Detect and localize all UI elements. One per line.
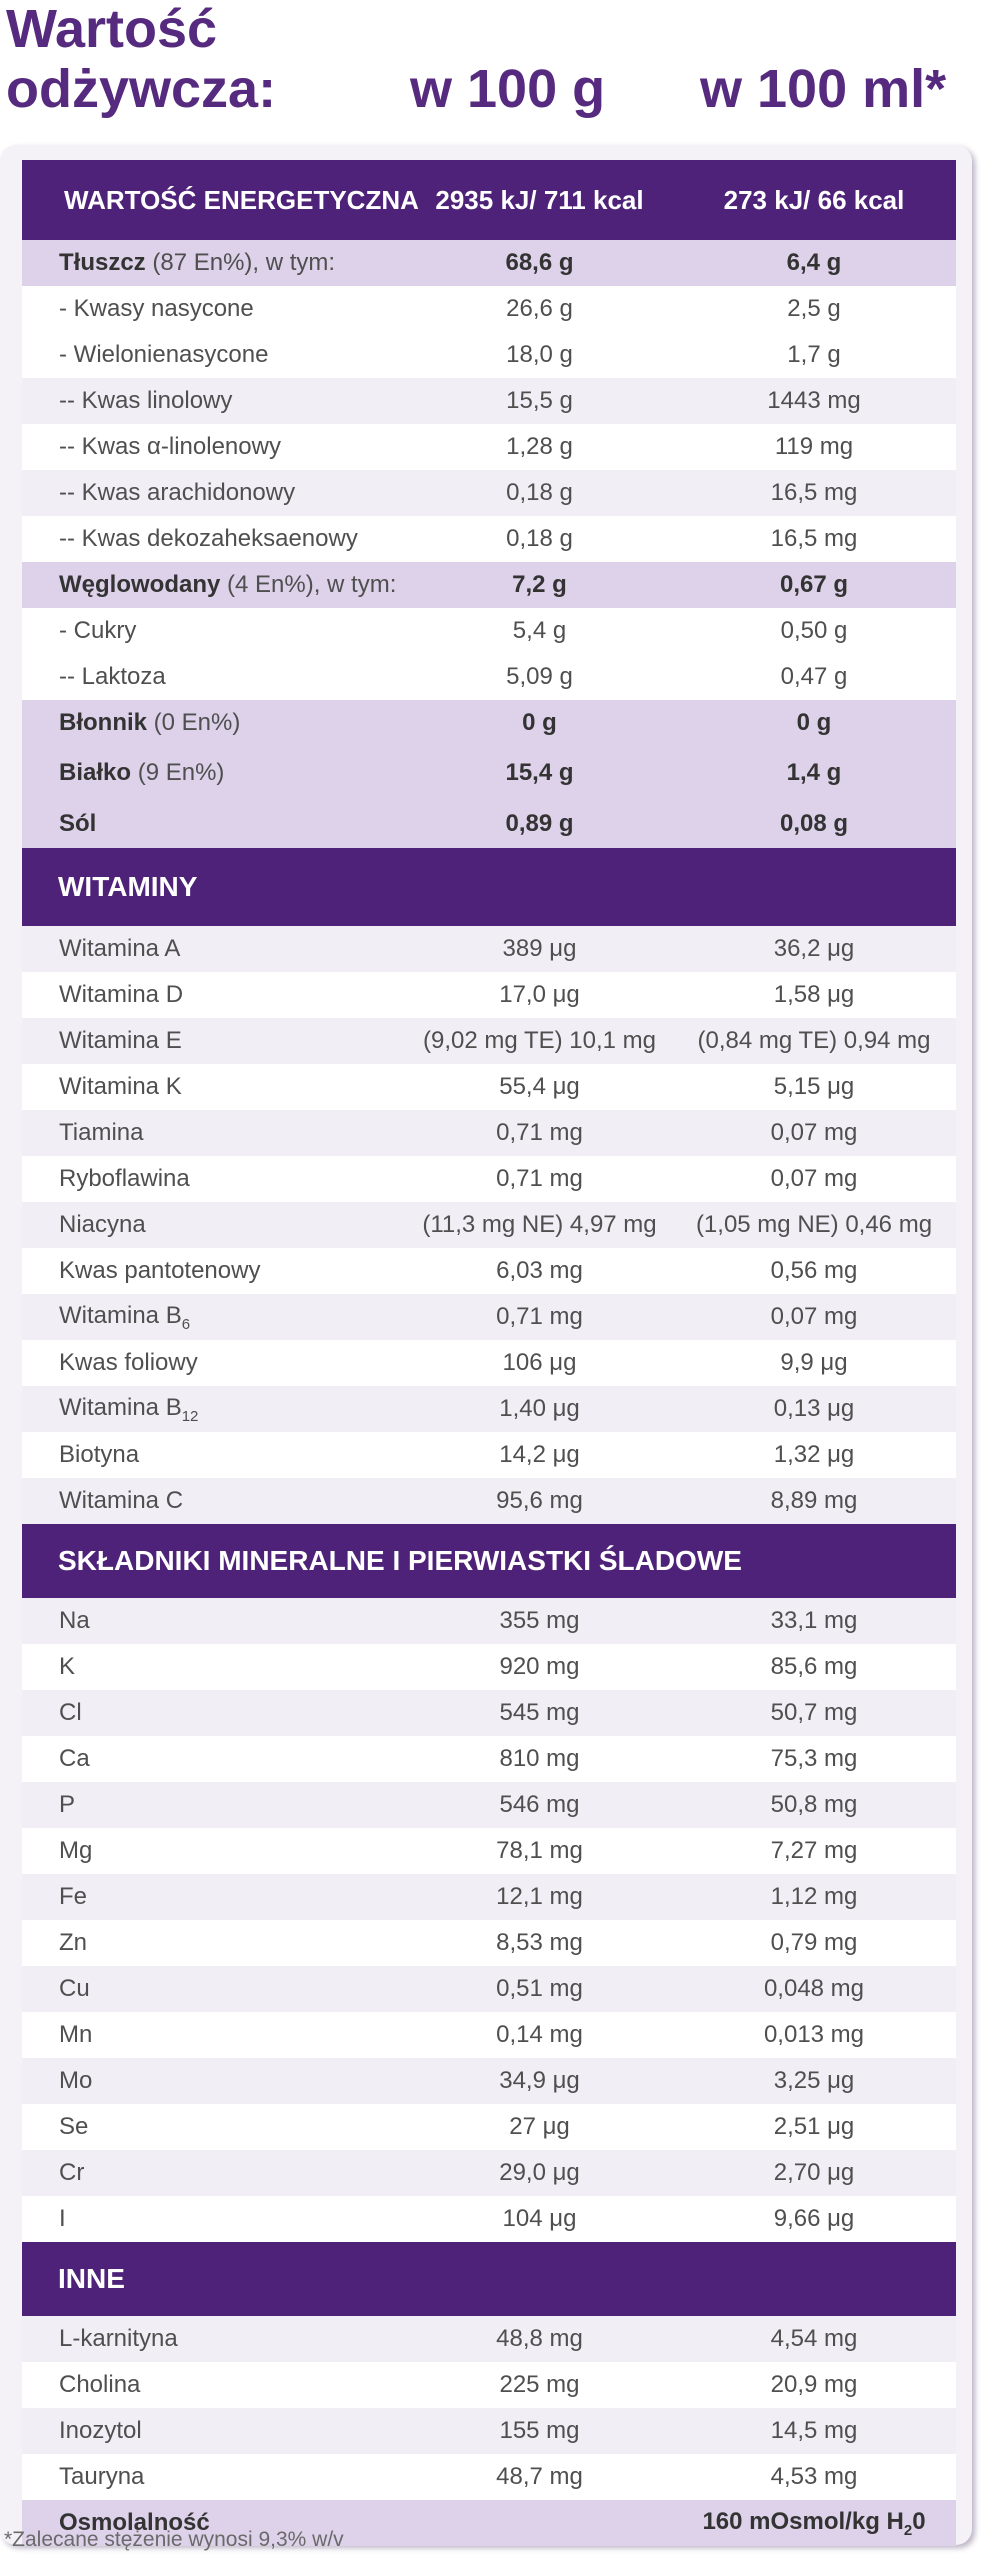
mineral-row-label — [22, 2021, 407, 2049]
vitamin-row-label — [22, 1487, 407, 1515]
osmolality-label: Osmolalność — [59, 2509, 210, 2536]
macro-row-label-rest: - Wielonienasycone — [59, 341, 269, 368]
osmolality-value — [672, 2508, 956, 2539]
other-row-value-100ml: 14,5 mg — [770, 2417, 858, 2444]
mineral-row-label — [22, 1837, 407, 1865]
vitamin-row-name: Tiamina — [59, 1119, 144, 1146]
vitamin-row-value-100ml: 0,07 mg — [770, 1303, 858, 1330]
mineral-row — [22, 1874, 956, 1920]
mineral-row-value-100g: 34,9 μg — [499, 2067, 580, 2094]
macro-row-value-100g: 0,18 g — [506, 479, 573, 506]
vitamin-row-value-100g: 389 μg — [502, 935, 577, 962]
mineral-row-label — [22, 1929, 407, 1957]
macro-row — [22, 608, 956, 654]
macro-row-value-100ml: 0,67 g — [779, 571, 849, 598]
other-row-name: Inozytol — [59, 2417, 142, 2444]
macro-row-label-rest: - Kwasy nasycone — [59, 295, 254, 322]
macro-row-label-bold: Sól — [59, 810, 97, 837]
macro-row — [22, 240, 956, 286]
macro-row-label — [22, 249, 407, 277]
mineral-row-value-100ml: 75,3 mg — [770, 1745, 858, 1772]
vitamin-row-value-100ml: 8,89 mg — [770, 1487, 858, 1514]
vitamin-row — [22, 1248, 956, 1294]
macro-row-label — [22, 295, 407, 323]
vitamins-section — [22, 926, 956, 1524]
mineral-row — [22, 1736, 956, 1782]
other-row-value-100ml: 4,54 mg — [770, 2325, 858, 2352]
mineral-row-label — [22, 2159, 407, 2187]
macro-row-value-100ml: 0,08 g — [779, 810, 849, 837]
macro-row-label-rest: (9 En%) — [131, 759, 225, 786]
macro-row — [22, 562, 956, 608]
osmolality-value-main: 160 mOsmol/kg H — [702, 2507, 904, 2535]
vitamin-row-value-100g: 0,71 mg — [496, 1303, 583, 1330]
macro-row-label — [22, 663, 407, 691]
mineral-row-value-100g: 0,51 mg — [496, 1975, 583, 2002]
vitamin-row-value-100g: 17,0 μg — [499, 981, 580, 1008]
mineral-row-value-100g: 0,14 mg — [496, 2021, 583, 2048]
mineral-row — [22, 1920, 956, 1966]
vitamin-row-name: Kwas pantotenowy — [59, 1257, 261, 1284]
mineral-row — [22, 2104, 956, 2150]
vitamin-row-value-100g: (11,3 mg NE) 4,97 mg — [422, 1211, 657, 1238]
vitamin-row — [22, 1156, 956, 1202]
macro-row-value-100ml: 16,5 mg — [770, 479, 858, 506]
vitamin-row-value-100g: 0,71 mg — [496, 1165, 583, 1192]
macro-row-value-100g: 0,89 g — [505, 810, 574, 837]
mineral-row-label — [22, 1975, 407, 2003]
mineral-row-label — [22, 2067, 407, 2095]
vitamin-row-label — [22, 1394, 407, 1425]
macros-section — [22, 240, 956, 848]
macro-row-label-bold: Błonnik — [59, 709, 147, 736]
vitamin-row-label — [22, 1165, 407, 1193]
macro-row-value-100g: 0,18 g — [506, 525, 573, 552]
macro-row-label — [22, 810, 407, 838]
osmolality-value-end: 0 — [912, 2507, 926, 2535]
macro-row — [22, 378, 956, 424]
other-row-value-100ml: 20,9 mg — [770, 2371, 858, 2398]
macro-row-value-100g: 15,5 g — [506, 387, 573, 414]
vitamin-row-label — [22, 981, 407, 1009]
macro-row — [22, 516, 956, 562]
mineral-row-value-100ml: 7,27 mg — [770, 1837, 858, 1864]
other-row-name: L-karnityna — [59, 2325, 178, 2352]
vitamin-row-value-100ml: 0,13 μg — [773, 1395, 855, 1422]
macro-row-label — [22, 759, 407, 787]
vitamin-row-value-100g: 106 μg — [502, 1349, 577, 1376]
macro-row-label — [22, 571, 407, 599]
mineral-row-label — [22, 1653, 407, 1681]
mineral-row-value-100g: 920 mg — [499, 1653, 580, 1680]
vitamin-row-value-100ml: 0,56 mg — [770, 1257, 858, 1284]
macro-row-value-100ml: 1443 mg — [767, 387, 861, 414]
vitamin-row-value-100ml: (1,05 mg NE) 0,46 mg — [695, 1211, 933, 1238]
mineral-row-name: Na — [59, 1607, 90, 1634]
mineral-row — [22, 2150, 956, 2196]
vitamin-row — [22, 1110, 956, 1156]
mineral-row — [22, 1644, 956, 1690]
mineral-row — [22, 2012, 956, 2058]
other-row-value-100g: 48,8 mg — [496, 2325, 583, 2352]
macro-row-label — [22, 525, 407, 553]
mineral-row-label — [22, 2113, 407, 2141]
vitamin-row-value-100g: 0,71 mg — [496, 1119, 583, 1146]
other-row-name: Cholina — [59, 2371, 141, 2398]
mineral-row-value-100ml: 50,7 mg — [770, 1699, 858, 1726]
macro-row-value-100g: 5,09 g — [506, 663, 573, 690]
vitamin-row-value-100ml: 0,07 mg — [770, 1165, 858, 1192]
vitamin-row-name: Witamina B — [59, 1393, 182, 1421]
mineral-row-value-100g: 355 mg — [499, 1607, 580, 1634]
mineral-row-value-100ml: 0,048 mg — [763, 1975, 865, 2002]
vitamin-row-value-100ml: 1,58 μg — [773, 981, 855, 1008]
heading-line-2: odżywcza: — [6, 59, 277, 119]
macro-row-label-rest: -- Kwas α-linolenowy — [59, 433, 281, 460]
other-section-header — [22, 2242, 956, 2316]
macro-row — [22, 746, 956, 800]
mineral-row-name: Se — [59, 2113, 89, 2140]
mineral-row-value-100g: 8,53 mg — [496, 1929, 583, 1956]
other-section — [22, 2316, 956, 2500]
macro-row-label — [22, 709, 407, 737]
mineral-row-value-100g: 12,1 mg — [496, 1883, 583, 1910]
macro-row-value-100ml: 1,7 g — [787, 341, 841, 368]
mineral-row-label — [22, 1607, 407, 1635]
macro-row-label — [22, 433, 407, 461]
macro-row-label-rest: -- Kwas linolowy — [59, 387, 233, 414]
vitamin-row — [22, 926, 956, 972]
macro-row — [22, 654, 956, 700]
mineral-row-value-100ml: 9,66 μg — [773, 2205, 855, 2232]
vitamin-row-label — [22, 1349, 407, 1377]
vitamin-row-name: Witamina B — [59, 1301, 182, 1329]
mineral-row-value-100ml: 3,25 μg — [773, 2067, 855, 2094]
macro-row-label — [22, 479, 407, 507]
vitamin-row-name: Witamina A — [59, 935, 181, 962]
vitamin-row — [22, 1018, 956, 1064]
vitamin-row-value-100ml: 5,15 μg — [773, 1073, 855, 1100]
mineral-row — [22, 1690, 956, 1736]
minerals-section — [22, 1598, 956, 2242]
macro-row-label-bold: Węglowodany — [59, 571, 221, 598]
other-row — [22, 2316, 956, 2362]
vitamin-row-value-100ml: 1,32 μg — [773, 1441, 855, 1468]
vitamin-row — [22, 1340, 956, 1386]
macro-row-label-bold: Białko — [59, 759, 132, 786]
mineral-row-value-100ml: 0,79 mg — [770, 1929, 858, 1956]
vitamin-row-value-100ml: 36,2 μg — [773, 935, 855, 962]
other-row-label — [22, 2371, 407, 2399]
macro-row — [22, 332, 956, 378]
mineral-row-label — [22, 1699, 407, 1727]
other-row-value-100g: 48,7 mg — [496, 2463, 583, 2490]
macro-row-value-100g: 18,0 g — [506, 341, 573, 368]
macro-row-value-100g: 1,28 g — [506, 433, 573, 460]
vitamin-row-value-100g: 55,4 μg — [499, 1073, 580, 1100]
mineral-row — [22, 1966, 956, 2012]
macro-row — [22, 800, 956, 848]
other-row-value-100g: 225 mg — [499, 2371, 580, 2398]
mineral-row — [22, 1598, 956, 1644]
nutrition-table — [22, 160, 956, 2546]
mineral-row-name: Ca — [59, 1745, 90, 1772]
vitamins-section-header — [22, 848, 956, 926]
macro-row-value-100ml: 6,4 g — [786, 249, 842, 276]
vitamin-row-name: Ryboflawina — [59, 1165, 190, 1192]
vitamin-row-label — [22, 1073, 407, 1101]
vitamin-row-name: Witamina E — [59, 1027, 182, 1054]
mineral-row-value-100ml: 85,6 mg — [770, 1653, 858, 1680]
macro-row — [22, 286, 956, 332]
other-row-value-100g: 155 mg — [499, 2417, 580, 2444]
vitamin-row-value-100ml: 0,07 mg — [770, 1119, 858, 1146]
mineral-row-name: P — [59, 1791, 76, 1818]
macro-row-value-100ml: 1,4 g — [786, 759, 842, 786]
mineral-row-name: Cr — [59, 2159, 85, 2186]
macro-row-value-100g: 5,4 g — [512, 617, 567, 644]
mineral-row-name: Mo — [59, 2067, 93, 2094]
macro-row-value-100g: 0 g — [522, 709, 557, 736]
other-title: INNE — [58, 2263, 125, 2294]
vitamins-title: WITAMINY — [58, 871, 198, 902]
vitamin-row-value-100g: 1,40 μg — [499, 1395, 580, 1422]
vitamin-row-label — [22, 1119, 407, 1147]
mineral-row-name: I — [59, 2205, 66, 2232]
mineral-row — [22, 2058, 956, 2104]
vitamin-row-value-100ml: 9,9 μg — [780, 1349, 848, 1376]
macro-row-label-rest: -- Laktoza — [59, 663, 166, 690]
vitamin-row-label — [22, 1027, 407, 1055]
macro-row-label-rest: -- Kwas dekozaheksaenowy — [59, 525, 358, 552]
macro-row-value-100g: 26,6 g — [506, 295, 573, 322]
vitamin-row — [22, 1432, 956, 1478]
mineral-row-value-100g: 545 mg — [499, 1699, 580, 1726]
mineral-row-value-100ml: 2,51 μg — [773, 2113, 855, 2140]
vitamin-row — [22, 1386, 956, 1432]
vitamin-row — [22, 1202, 956, 1248]
mineral-row — [22, 1828, 956, 1874]
vitamin-row-name-sub: 12 — [181, 1407, 199, 1425]
vitamin-row-name: Kwas foliowy — [59, 1349, 198, 1376]
mineral-row-value-100g: 810 mg — [499, 1745, 580, 1772]
macro-row-label — [22, 341, 407, 369]
mineral-row-value-100ml: 50,8 mg — [770, 1791, 858, 1818]
mineral-row-value-100g: 29,0 μg — [499, 2159, 580, 2186]
macro-row-value-100ml: 0 g — [796, 709, 832, 736]
mineral-row-value-100g: 104 μg — [502, 2205, 577, 2232]
mineral-row-value-100ml: 33,1 mg — [770, 1607, 858, 1634]
vitamin-row-name: Biotyna — [59, 1441, 140, 1468]
mineral-row-label — [22, 2205, 407, 2233]
macro-row-label-rest: - Cukry — [59, 617, 137, 644]
mineral-row-value-100ml: 0,013 mg — [763, 2021, 865, 2048]
vitamin-row — [22, 972, 956, 1018]
vitamin-row-name: Niacyna — [59, 1211, 146, 1238]
mineral-row — [22, 1782, 956, 1828]
mineral-row-name: Cu — [59, 1975, 90, 2002]
mineral-row-name: Cl — [59, 1699, 82, 1726]
vitamin-row-value-100g: 6,03 mg — [496, 1257, 583, 1284]
macro-row — [22, 424, 956, 470]
vitamin-row-label — [22, 935, 407, 963]
other-row-label — [22, 2325, 407, 2353]
mineral-row-value-100ml: 2,70 μg — [773, 2159, 855, 2186]
macro-row-value-100g: 15,4 g — [505, 759, 574, 786]
macro-row-value-100ml: 119 mg — [774, 433, 854, 460]
vitamin-row-name: Witamina K — [59, 1073, 182, 1100]
vitamin-row-value-100ml: (0,84 mg TE) 0,94 mg — [697, 1027, 931, 1054]
other-row — [22, 2362, 956, 2408]
vitamin-row-label — [22, 1441, 407, 1469]
mineral-row — [22, 2196, 956, 2242]
macro-row-value-100ml: 0,50 g — [780, 617, 848, 644]
other-row-value-100ml: 4,53 mg — [770, 2463, 858, 2490]
energy-row — [22, 160, 956, 240]
macro-row-label-rest: (87 En%), w tym: — [145, 249, 336, 276]
vitamin-row-label — [22, 1257, 407, 1285]
mineral-row-value-100g: 27 μg — [509, 2113, 570, 2140]
macro-row-label — [22, 387, 407, 415]
mineral-row-name: Mn — [59, 2021, 93, 2048]
minerals-title: SKŁADNIKI MINERALNE I PIERWIASTKI ŚLADOWE — [58, 1545, 742, 1576]
mineral-row-value-100g: 78,1 mg — [496, 1837, 583, 1864]
macro-row-value-100ml: 2,5 g — [787, 295, 841, 322]
vitamin-row-value-100g: 95,6 mg — [496, 1487, 583, 1514]
macro-row-value-100g: 68,6 g — [505, 249, 574, 276]
macro-row-value-100ml: 0,47 g — [780, 663, 848, 690]
macro-row-label-bold: Tłuszcz — [59, 249, 146, 276]
vitamin-row-value-100g: 14,2 μg — [499, 1441, 580, 1468]
macro-row — [22, 470, 956, 516]
vitamin-row-label — [22, 1211, 407, 1239]
macro-row-label — [22, 617, 407, 645]
mineral-row-label — [22, 1791, 407, 1819]
vitamin-row — [22, 1294, 956, 1340]
macro-row-value-100ml: 16,5 mg — [770, 525, 858, 552]
macro-row-label-rest: -- Kwas arachidonowy — [59, 479, 296, 506]
vitamin-row-name: Witamina D — [59, 981, 184, 1008]
macro-row-label-rest: (4 En%), w tym: — [220, 571, 397, 598]
macro-row — [22, 700, 956, 746]
vitamin-row — [22, 1478, 956, 1524]
vitamin-row-name-sub: 6 — [181, 1315, 191, 1333]
macro-row-value-100g: 7,2 g — [512, 571, 567, 598]
column-header-100ml: w 100 ml* — [700, 59, 947, 119]
vitamin-row — [22, 1064, 956, 1110]
footnote: *Zalecane stężenie wynosi 9,3% w/v — [4, 2528, 344, 2551]
vitamin-row-name: Witamina C — [59, 1487, 184, 1514]
other-row — [22, 2408, 956, 2454]
energy-label: WARTOŚĆ ENERGETYCZNA — [64, 184, 419, 215]
other-row — [22, 2454, 956, 2500]
macro-row-label-rest: (0 En%) — [147, 709, 241, 736]
mineral-row-value-100ml: 1,12 mg — [770, 1883, 858, 1910]
mineral-row-name: Zn — [59, 1929, 88, 1956]
vitamin-row-value-100g: (9,02 mg TE) 10,1 mg — [423, 1027, 656, 1054]
column-header-100g: w 100 g — [410, 59, 606, 119]
energy-value-100ml: 273 kJ/ 66 kcal — [723, 184, 905, 215]
mineral-row-name: K — [59, 1653, 76, 1680]
mineral-row-value-100g: 546 mg — [499, 1791, 580, 1818]
mineral-row-label — [22, 1745, 407, 1773]
other-row-name: Tauryna — [59, 2463, 145, 2490]
other-row-label — [22, 2417, 407, 2445]
heading-line-1: Wartość — [6, 0, 218, 59]
mineral-row-label — [22, 1883, 407, 1911]
other-row-label — [22, 2463, 407, 2491]
mineral-row-name: Fe — [59, 1883, 88, 1910]
mineral-row-name: Mg — [59, 1837, 93, 1864]
vitamin-row-label — [22, 1302, 407, 1333]
osmolality-value-sub: 2 — [903, 2521, 913, 2539]
minerals-section-header — [22, 1524, 956, 1598]
energy-value-100g: 2935 kJ/ 711 kcal — [435, 184, 644, 215]
